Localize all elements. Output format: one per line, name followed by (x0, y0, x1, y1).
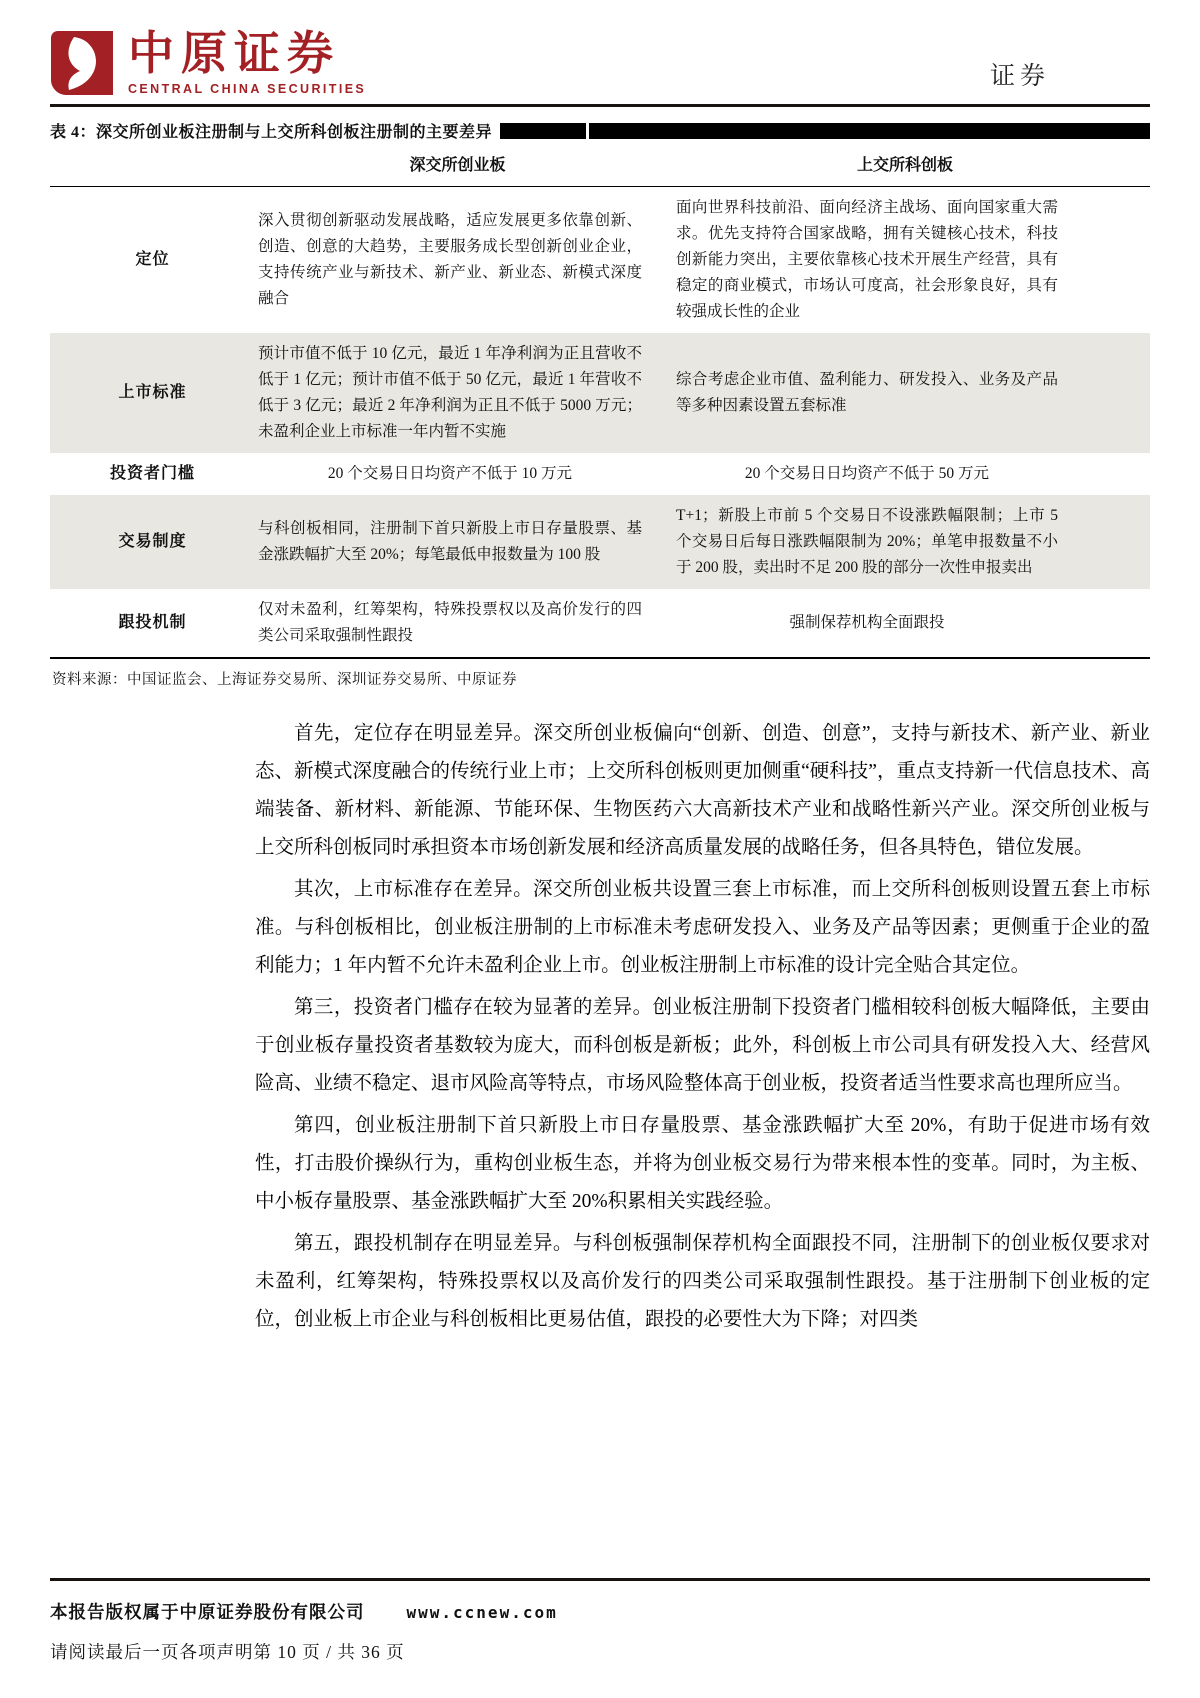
table-source-note: 资料来源：中国证监会、上海证券交易所、深圳证券交易所、中原证券 (52, 672, 517, 688)
report-category-label: 证券 (989, 63, 1050, 90)
table-row-listing-standards (50, 333, 1150, 453)
cell-chinext: 深入贯彻创新驱动发展战略，适应发展更多依靠创新、创造、创意的大趋势，主要服务成长型创新创业企业，支持传统产业与新技术、新产业、新业态、新模式深度融合 (258, 212, 642, 307)
body-paragraph-1: 首先，定位存在明显差异。深交所创业板偏向“创新、创造、创意”，支持与新技术、新产业、新业态、新模式深度融合的传统行业上市；上交所科创板则更加侧重“硬科技”，重点支持新一代信息技术、高端装备、新材料、新能源、节能环保、生物医药六大高新技术产业和战略性新兴产业。深交所创业板与上交所科创板同时承担资本市场创新发展和经济高质量发展的战略任务，但各具特色，错位发展。 (255, 723, 1150, 858)
column-header-star-market: 上交所科创板 (856, 157, 953, 174)
report-body (255, 715, 1150, 1339)
logo-text (128, 30, 366, 95)
comparison-table (50, 147, 1150, 659)
row-label: 投资者门槛 (109, 465, 195, 482)
table-header-row (50, 147, 1150, 187)
logo-brand-en: CENTRAL CHINA SECURITIES (128, 81, 367, 96)
row-label: 交易制度 (118, 533, 187, 550)
table-row-positioning (50, 187, 1150, 333)
copyright-text: 本报告版权属于中原证券股份有限公司 (50, 1602, 365, 1622)
header-empty-cell (50, 147, 255, 186)
table-row-investor-threshold (50, 453, 1150, 495)
footer-copyright-line (50, 1599, 1150, 1624)
cell-star-market: 20 个交易日日均资产不低于 50 万元 (744, 465, 990, 482)
cell-chinext: 仅对未盈利，红筹架构，特殊投票权以及高价发行的四类公司采取强制性跟投 (258, 601, 642, 644)
cell-star-market: T+1；新股上市前 5 个交易日不设涨跌幅限制；上市 5 个交易日后每日涨跌幅限制为 20%；单笔申报数量不小于 200 股，卖出时不足 200 股的部分一次性申报卖出 (676, 507, 1058, 576)
row-label: 上市标准 (118, 384, 187, 401)
body-paragraph-2: 其次，上市标准存在差异。深交所创业板共设置三套上市标准，而上交所科创板则设置五套上市标准。与科创板相比，创业板注册制的上市标准未考虑研发投入、业务及产品等因素；更侧重于企业的盈利能力；1 年内暂不允许未盈利企业上市。创业板注册制上市标准的设计完全贴合其定位。 (255, 879, 1150, 976)
company-logo (50, 30, 366, 96)
comparison-table-section (50, 115, 1150, 689)
table-title-bar-segment (589, 123, 1150, 139)
table-title: 表 4：深交所创业板注册制与上交所科创板注册制的主要差异 (50, 124, 493, 141)
body-paragraph-5: 第五，跟投机制存在明显差异。与科创板强制保荐机构全面跟投不同，注册制下的创业板仅要求对未盈利，红筹架构，特殊投票权以及高价发行的四类公司采取强制性跟投。基于注册制下创业板的定位，创业板上市企业与科创板相比更易估值，跟投的必要性大为下降；对四类 (255, 1233, 1150, 1330)
page-footer (50, 1578, 1150, 1664)
disclaimer-page-number: 请阅读最后一页各项声明第 10 页 / 共 36 页 (50, 1642, 405, 1662)
cell-chinext: 与科创板相同，注册制下首只新股上市日存量股票、基金涨跌幅扩大至 20%；每笔最低申报数量为 100 股 (258, 520, 642, 563)
website-link[interactable]: www.ccnew.com (406, 1603, 558, 1622)
logo-brand-cn: 中原证券 (128, 28, 340, 80)
cell-chinext: 20 个交易日日均资产不低于 10 万元 (327, 465, 573, 482)
column-header-chinext: 深交所创业板 (409, 157, 506, 174)
table-row-co-investment (50, 589, 1150, 657)
logo-icon (50, 30, 114, 96)
table-row-trading-system (50, 495, 1150, 589)
page-header (50, 30, 1150, 104)
cell-star-market: 面向世界科技前沿、面向经济主战场、面向国家重大需求。优先支持符合国家战略，拥有关键核心技术，科技创新能力突出，主要依靠核心技术开展生产经营，具有稳定的商业模式，市场认可度高，社会形象良好，具有较强成长性的企业 (676, 199, 1058, 320)
row-label: 定位 (135, 251, 170, 268)
body-paragraph-3: 第三，投资者门槛存在较为显著的差异。创业板注册制下投资者门槛相较科创板大幅降低，主要由于创业板存量投资者基数较为庞大，而科创板是新板；此外，科创板上市公司具有研发投入大、经营风险高、业绩不稳定、退市风险高等特点，市场风险整体高于创业板，投资者适当性要求高也理所应当。 (255, 997, 1150, 1094)
table-title-row (50, 115, 1150, 147)
header-divider (50, 104, 1150, 107)
cell-star-market: 综合考虑企业市值、盈利能力、研发投入、业务及产品等多种因素设置五套标准 (676, 371, 1058, 414)
cell-star-market: 强制保荐机构全面跟投 (789, 614, 945, 631)
table-title-bar-segment (500, 123, 586, 139)
body-paragraph-4: 第四，创业板注册制下首只新股上市日存量股票、基金涨跌幅扩大至 20%，有助于促进市场有效性，打击股价操纵行为，重构创业板生态，并将为创业板交易行为带来根本性的变革。同时，为主板、中小板存量股票、基金涨跌幅扩大至 20%积累相关实践经验。 (255, 1115, 1150, 1212)
cell-chinext: 预计市值不低于 10 亿元，最近 1 年净利润为正且营收不低于 1 亿元；预计市值不低于 50 亿元，最近 1 年营收不低于 3 亿元；最近 2 年净利润为正且不低于 5000 万元；未盈利企业上市标准一年内暂不实施 (258, 345, 642, 440)
footer-divider (50, 1578, 1150, 1581)
row-label: 跟投机制 (118, 614, 187, 631)
